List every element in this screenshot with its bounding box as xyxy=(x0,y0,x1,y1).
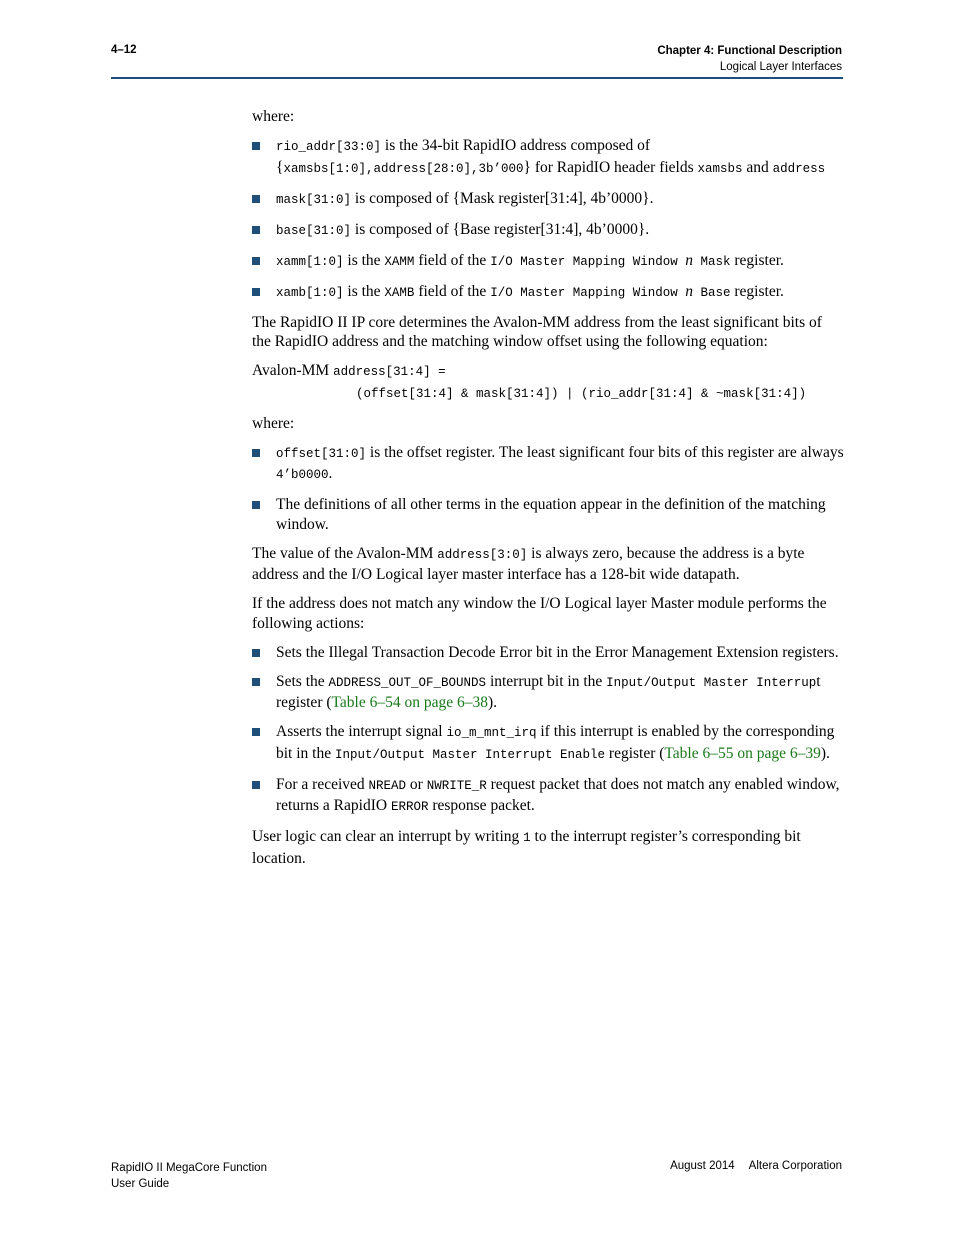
code-term: NREAD xyxy=(368,778,407,793)
text: to the interrupt register’s corresponding bit location. xyxy=(252,828,801,867)
square-bullet-icon xyxy=(252,678,260,686)
text: User logic can clear an interrupt by writing xyxy=(252,828,524,845)
code-term: I/O Master Mapping Window xyxy=(490,254,686,269)
footer-right xyxy=(670,1160,842,1172)
text: is composed of {Base register[31:4], 4b’0000}. xyxy=(351,220,650,238)
square-bullet-icon xyxy=(252,649,260,657)
list-item xyxy=(252,722,844,765)
list-item xyxy=(252,189,844,211)
text: Avalon-MM xyxy=(252,362,334,379)
list-item xyxy=(252,136,844,179)
page-body xyxy=(252,107,844,878)
text: register. xyxy=(730,282,784,300)
code-term: address[3:0] xyxy=(437,547,528,562)
text: . xyxy=(328,465,333,482)
code-term: base[31:0] xyxy=(276,223,352,238)
text: interrupt bit in the xyxy=(486,672,607,690)
text: is the xyxy=(343,251,385,269)
text: { xyxy=(276,158,284,176)
list-item xyxy=(252,251,844,273)
code-term: NWRITE_R xyxy=(426,778,487,793)
header-rule xyxy=(111,77,843,79)
list-item xyxy=(252,775,844,818)
code-term: xamb[1:0] xyxy=(276,285,344,300)
square-bullet-icon xyxy=(252,142,260,150)
text: or xyxy=(406,775,427,793)
text: } for RapidIO header fields xyxy=(523,158,698,176)
code-term: io_m_mnt_irq xyxy=(446,726,537,740)
paragraph: The RapidIO II IP core determines the Avalon-MM address from the least significant bits of the RapidIO address and the matching window offset using the following equation: xyxy=(252,313,822,350)
text: field of the xyxy=(414,282,491,300)
text: The definitions of all other terms in the equation appear in the definition of the matching window. xyxy=(276,496,826,533)
square-bullet-icon xyxy=(252,257,260,265)
code-term: ERROR xyxy=(390,800,429,814)
square-bullet-icon xyxy=(252,501,260,509)
text: ). xyxy=(820,744,830,762)
where-label-2: where: xyxy=(252,414,295,432)
doc-type: User Guide xyxy=(111,1178,170,1190)
text: field of the xyxy=(414,251,491,269)
list-item xyxy=(252,495,844,534)
code-term: I/O Master Mapping Window xyxy=(490,285,686,300)
paragraph: If the address does not match any window the I/O Logical layer Master module performs the following actions: xyxy=(252,595,827,632)
text: Sets the xyxy=(276,672,329,690)
page-number: 4–12 xyxy=(111,44,137,56)
text: Asserts the interrupt signal xyxy=(276,723,447,740)
square-bullet-icon xyxy=(252,226,260,234)
paragraph xyxy=(252,544,844,585)
code-term: Input/Output Master Interrupt Enable xyxy=(334,747,606,762)
code-term: mask[31:0] xyxy=(276,192,352,207)
text: is composed of {Mask register[31:4], 4b’0000}. xyxy=(351,189,654,207)
equation-line-2 xyxy=(356,383,844,405)
text: and xyxy=(742,158,773,176)
code-term: rio_addr[33:0] xyxy=(276,140,382,154)
company-name: Altera Corporation xyxy=(748,1160,842,1172)
code-term: XAMB xyxy=(384,285,415,300)
code-term: Mask xyxy=(693,254,731,269)
code-term: Base xyxy=(693,285,731,300)
code-term: XAMM xyxy=(384,254,415,269)
code-term: Input/Output Master Interrup xyxy=(606,675,817,690)
code-term: xamsbs[1:0],address[28:0],3b’000 xyxy=(283,161,524,176)
text: ). xyxy=(487,694,498,711)
text: request packet that does not match any enabled window, returns a RapidIO xyxy=(276,775,840,814)
product-name: RapidIO II MegaCore Function xyxy=(111,1162,267,1174)
list-item xyxy=(252,220,844,242)
text: if this interrupt is enabled by the corresponding bit in the xyxy=(276,723,835,762)
text: is the 34-bit RapidIO address composed of xyxy=(381,137,651,154)
text: register ( xyxy=(605,744,665,762)
square-bullet-icon xyxy=(252,728,260,736)
text: is the offset register. The least significant four bits of this register are always xyxy=(366,443,844,461)
square-bullet-icon xyxy=(252,781,260,789)
list-item xyxy=(252,282,844,304)
section-title: Logical Layer Interfaces xyxy=(719,61,842,73)
where-label-1: where: xyxy=(252,108,295,125)
code-term: 4’b0000 xyxy=(276,468,329,482)
code-term: offset[31:0] xyxy=(276,446,367,461)
term-list-1 xyxy=(252,136,844,303)
text: For a received xyxy=(276,775,369,793)
chapter-title: Chapter 4: Functional Description xyxy=(657,45,842,57)
action-list xyxy=(252,643,844,818)
code-term: xamsbs xyxy=(697,161,743,176)
footer-left xyxy=(111,1160,267,1192)
italic-variable: n xyxy=(685,251,693,269)
paragraph xyxy=(252,827,844,868)
table-6-55-link[interactable]: Table 6–55 on page 6–39 xyxy=(664,744,821,762)
text: is always zero, because the address is a byte address and the I/O Logical layer master interface has a 128-bit wide datapath. xyxy=(252,544,805,583)
text: response packet. xyxy=(428,797,535,814)
list-item xyxy=(252,643,844,663)
code-term: ADDRESS_OUT_OF_BOUNDS xyxy=(328,675,487,690)
text: Sets the Illegal Transaction Decode Error bit in the Error Management Extension registers. xyxy=(276,643,839,661)
text: register. xyxy=(730,251,784,269)
equation-line-1 xyxy=(252,361,844,383)
table-6-54-link[interactable]: Table 6–54 on page 6–38 xyxy=(331,694,488,711)
text: is the xyxy=(343,282,385,300)
list-item xyxy=(252,672,844,713)
square-bullet-icon xyxy=(252,449,260,457)
text: The value of the Avalon-MM xyxy=(252,544,438,562)
term-list-2 xyxy=(252,443,844,535)
code-term: xamm[1:0] xyxy=(276,254,344,269)
code-term: address xyxy=(772,161,826,176)
square-bullet-icon xyxy=(252,195,260,203)
italic-variable: n xyxy=(685,282,693,300)
running-header xyxy=(657,43,842,75)
list-item xyxy=(252,443,844,486)
code-term: (offset[31:4] & mask[31:4]) | (rio_addr[31:4] & ~mask[31:4]) xyxy=(356,386,807,401)
publication-date: August 2014 xyxy=(670,1160,735,1172)
square-bullet-icon xyxy=(252,288,260,296)
text: t register ( xyxy=(276,672,821,711)
code-term: 1 xyxy=(523,831,531,845)
code-term: address[31:4] = xyxy=(333,365,446,379)
